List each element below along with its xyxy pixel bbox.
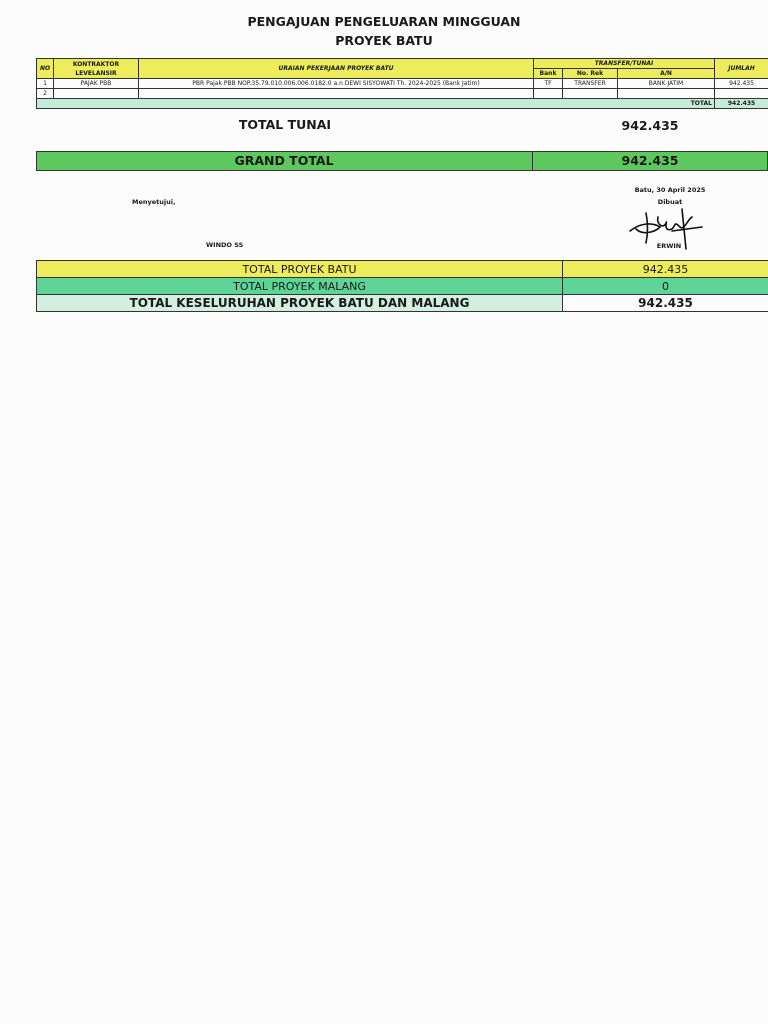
summary-value: 942.435 xyxy=(563,295,768,312)
row-bank: TF xyxy=(534,79,563,89)
dibuat-label: Dibuat xyxy=(657,198,683,206)
document-title: PENGAJUAN PENGELUARAN MINGGUAN xyxy=(247,14,521,29)
document-subtitle: PROYEK BATU xyxy=(335,33,433,48)
header-norek: No. Rek xyxy=(563,69,618,79)
table-total-row xyxy=(37,99,768,109)
header-bank: Bank xyxy=(534,69,563,79)
table-row xyxy=(37,89,768,99)
summary-value: 0 xyxy=(563,278,768,295)
header-transfer-group: TRANSFER/TUNAI xyxy=(534,59,715,69)
row-no: 1 xyxy=(37,79,54,89)
header-kontraktor: KONTRAKTOR LEVELANSIR xyxy=(54,59,139,79)
table-total-value: 942.435 xyxy=(715,99,768,109)
table-header-row xyxy=(37,59,768,69)
menyetujui-label: Menyetujui, xyxy=(132,198,176,206)
summary-label: TOTAL PROYEK MALANG xyxy=(37,278,563,295)
header-jumlah: JUMLAH xyxy=(715,59,768,79)
row-norek: TRANSFER xyxy=(563,79,618,89)
row-jumlah xyxy=(715,89,768,99)
row-an xyxy=(618,89,715,99)
place-date: Batu, 30 April 2025 xyxy=(634,186,706,194)
row-jumlah: 942.435 xyxy=(715,79,768,89)
row-uraian: PBR Pajak PBB NOP.35.79.010.006.006.0182.0 a.n DEWI SISYOWATI Th. 2024-2025 (Bank Jatim) xyxy=(139,79,534,89)
summary-value: 942.435 xyxy=(563,261,768,278)
summary-label: TOTAL KESELURUHAN PROYEK BATU DAN MALANG xyxy=(37,295,563,312)
header-an: A/N xyxy=(618,69,715,79)
summary-label: TOTAL PROYEK BATU xyxy=(37,261,563,278)
row-norek xyxy=(563,89,618,99)
grand-total-value: 942.435 xyxy=(621,153,679,168)
row-bank xyxy=(534,89,563,99)
summary-row xyxy=(37,295,768,312)
approver-name: WINDO SS xyxy=(206,241,244,249)
total-tunai-label: TOTAL TUNAI xyxy=(238,117,332,132)
summary-row xyxy=(37,278,768,295)
table-row xyxy=(37,79,768,89)
expense-table xyxy=(36,58,768,109)
summary-table xyxy=(36,260,768,312)
grand-total-label: GRAND TOTAL xyxy=(234,153,334,168)
header-uraian: URAIAN PEKERJAAN PROYEK BATU xyxy=(139,59,534,79)
total-tunai-value: 942.435 xyxy=(621,118,679,133)
row-kontraktor: PAJAK PBB xyxy=(54,79,139,89)
maker-name: ERWIN xyxy=(656,242,682,250)
table-total-label: TOTAL xyxy=(37,99,715,109)
summary-row xyxy=(37,261,768,278)
header-no: NO xyxy=(37,59,54,79)
row-no: 2 xyxy=(37,89,54,99)
row-uraian xyxy=(139,89,534,99)
row-kontraktor xyxy=(54,89,139,99)
row-an: BANK JATIM xyxy=(618,79,715,89)
